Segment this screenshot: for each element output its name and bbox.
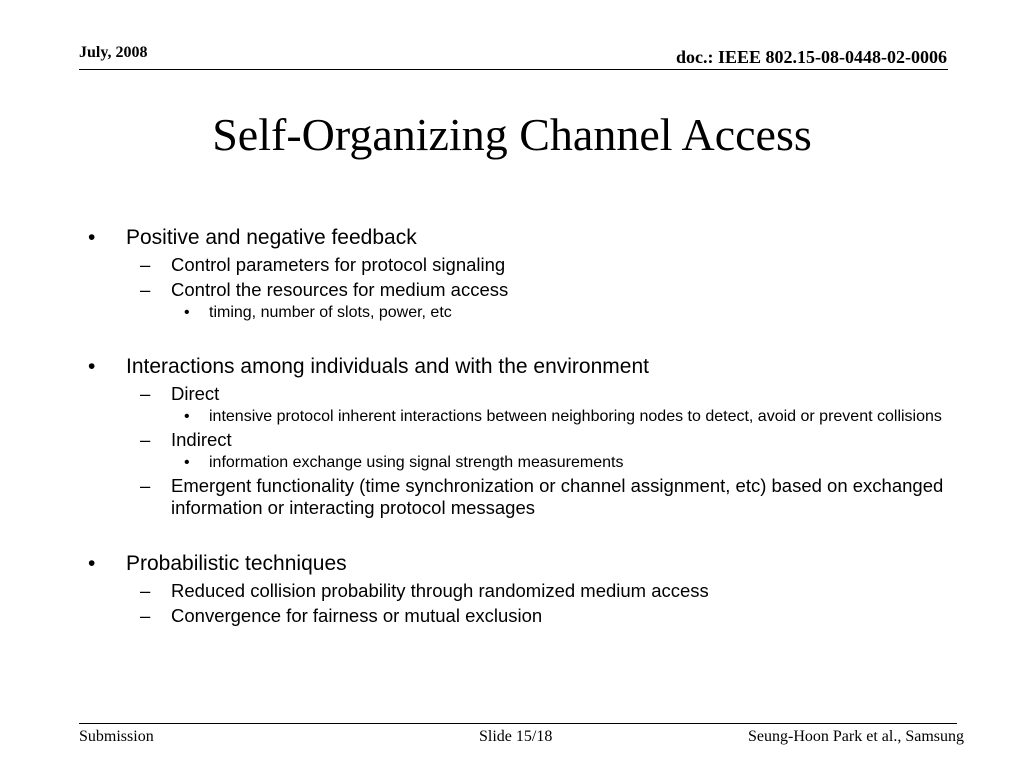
sub-bullet-text: Emergent functionality (time synchronization or channel assignment, etc) based on exchanged information or interacting protocol messages [171, 475, 944, 518]
footer-author: Seung-Hoon Park et al., Samsung [748, 728, 964, 745]
sub-bullet [88, 580, 948, 602]
sub-bullet-text: Control the resources for medium access [171, 279, 509, 300]
sub-bullet [88, 279, 948, 301]
footer-divider [79, 723, 957, 724]
dash-marker: – [140, 279, 151, 300]
header-doc-id: doc.: IEEE 802.15-08-0448-02-0006 [676, 47, 947, 67]
sub-sub-bullet-text: timing, number of slots, power, etc [209, 304, 452, 321]
sub-bullet-text: Indirect [171, 429, 232, 450]
sub-bullet-text: Convergence for fairness or mutual exclusion [171, 605, 543, 626]
sub-bullet [88, 383, 948, 405]
sub-sub-bullet [88, 407, 948, 426]
bullet-text: Probabilistic techniques [126, 552, 347, 575]
dash-marker: – [140, 605, 151, 626]
sub-bullet [88, 475, 948, 519]
bullet-feedback [88, 225, 948, 251]
bullet-marker: • [88, 552, 96, 575]
header-divider [79, 69, 948, 70]
dash-marker: – [140, 383, 151, 404]
dash-marker: – [140, 580, 151, 601]
slide-content [88, 225, 948, 627]
header-date: July, 2008 [79, 44, 148, 61]
bullet-marker: • [88, 226, 96, 249]
spacer [88, 519, 948, 551]
sub-bullet [88, 429, 948, 451]
sub-bullet-text: Control parameters for protocol signaling [171, 254, 506, 275]
sub-bullet [88, 605, 948, 627]
spacer [88, 322, 948, 354]
sub-sub-bullet-text: information exchange using signal strength measurements [209, 454, 624, 471]
sub-bullet [88, 254, 948, 276]
bullet-text: Positive and negative feedback [126, 226, 417, 249]
dash-marker: – [140, 429, 151, 450]
sub-sub-bullet-text: intensive protocol inherent interactions between neighboring nodes to detect, avoid or prevent collisions [209, 408, 942, 425]
bullet-interactions [88, 354, 948, 380]
bullet-marker: • [184, 304, 190, 321]
sub-sub-bullet [88, 453, 948, 472]
footer-slide-number: Slide 15/18 [479, 728, 553, 745]
bullet-marker: • [184, 408, 190, 425]
footer-submission: Submission [79, 728, 154, 745]
bullet-marker: • [88, 355, 96, 378]
sub-sub-bullet [88, 303, 948, 322]
sub-bullet-text: Direct [171, 383, 220, 404]
bullet-marker: • [184, 454, 190, 471]
dash-marker: – [140, 475, 151, 496]
bullet-text: Interactions among individuals and with the environment [126, 355, 649, 378]
slide-title: Self-Organizing Channel Access [212, 109, 812, 160]
bullet-probabilistic [88, 551, 948, 577]
dash-marker: – [140, 254, 151, 275]
sub-bullet-text: Reduced collision probability through randomized medium access [171, 580, 709, 601]
